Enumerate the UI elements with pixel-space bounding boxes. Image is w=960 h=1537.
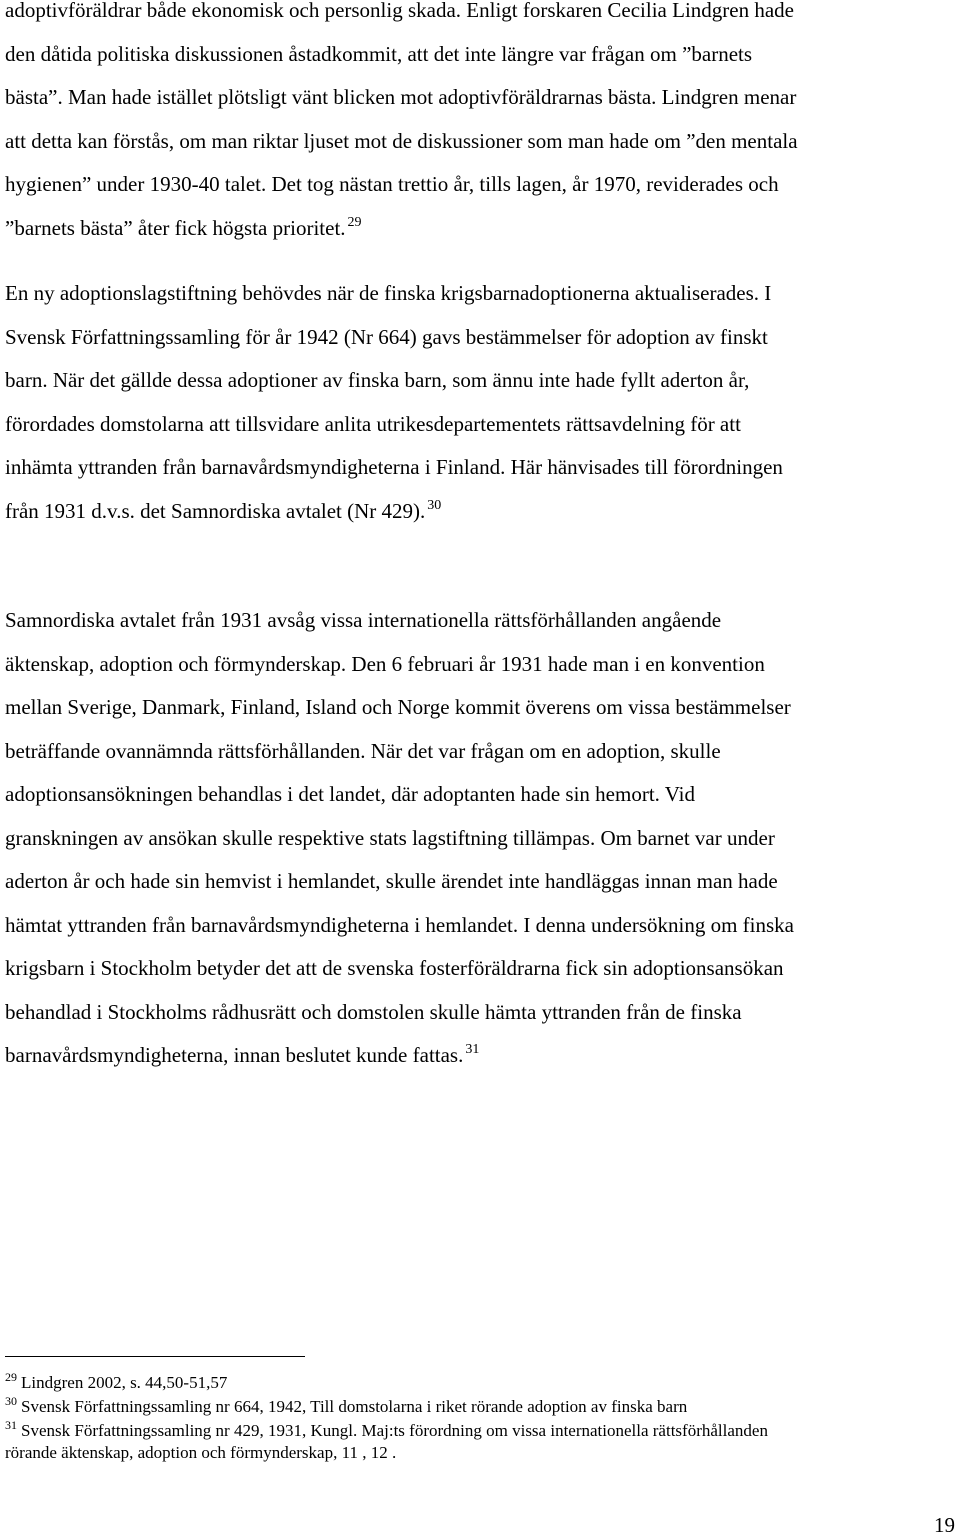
- footnote-number: 29: [5, 1370, 17, 1384]
- text-line: aderton år och hade sin hemvist i hemlandet, skulle ärendet inte handläggas innan man hade: [5, 869, 778, 893]
- text-line: behandlad i Stockholms rådhusrätt och domstolen skulle hämta yttranden från de finska: [5, 999, 742, 1024]
- footnote-line: [5, 1420, 955, 1442]
- text-line: Samnordiska avtalet från 1931 avsåg vissa internationella rättsförhållanden angående: [5, 608, 722, 632]
- text-line: förordades domstolarna att tillsvidare anlita utrikesdepartementets rättsavdelning för att: [5, 411, 741, 436]
- text-line: Svensk Författningssamling för år 1942 (Nr 664) gavs bestämmelser för adoption av finskt: [5, 324, 768, 349]
- footnote-29: [5, 1372, 955, 1394]
- text-line: hämtat yttranden från barnavårdsmyndigheterna i hemlandet. I denna undersökning om finska: [5, 912, 794, 937]
- body-paragraph-2: [5, 272, 955, 533]
- text-line: [5, 1034, 955, 1078]
- text-line: En ny adoptionslagstiftning behövdes när de finska krigsbarnadoptionerna aktualiserades. I: [5, 281, 772, 305]
- footnote-text: Lindgren 2002, s. 44,50-51,57: [21, 1373, 228, 1392]
- text-fragment: ”barnets bästa” åter fick högsta prioritet.: [5, 215, 346, 240]
- footnote-number: 30: [5, 1394, 17, 1408]
- text-line: den dåtida politiska diskussionen åstadkommit, att det inte längre var frågan om ”barnets: [5, 41, 753, 66]
- text-line: inhämta yttranden från barnavårdsmyndigheterna i Finland. Här hänvisades till förordningen: [5, 455, 783, 479]
- text-fragment: barnavårdsmyndigheterna, innan beslutet kunde fattas.: [5, 1043, 464, 1067]
- text-line: adoptivföräldrar både ekonomisk och personlig skada. Enligt forskaren Cecilia Lindgren hade: [5, 0, 794, 22]
- footnote-text: Svensk Författningssamling nr 664, 1942, Till domstolarna i riket rörande adoption av finska barn: [21, 1397, 688, 1416]
- footnote-text: Svensk Författningssamling nr 429, 1931, Kungl. Maj:ts förordning om vissa internationella rättsförhållanden: [21, 1421, 768, 1440]
- text-line: adoptionsansökningen behandlas i det landet, där adoptanten hade sin hemort. Vid: [5, 782, 696, 806]
- text-line: beträffande ovannämnda rättsförhållanden. När det var frågan om en adoption, skulle: [5, 738, 721, 763]
- text-line: [5, 490, 955, 534]
- text-line: att detta kan förstås, om man riktar ljuset mot de diskussioner som man hade om ”den mentala: [5, 128, 798, 153]
- text-line: granskningen av ansökan skulle respektive stats lagstiftning tillämpas. Om barnet var under: [5, 825, 775, 850]
- text-line: mellan Sverige, Danmark, Finland, Island och Norge kommit överens om vissa bestämmelser: [5, 695, 791, 719]
- footnote-line: rörande äktenskap, adoption och förmynderskap, 11 , 12 .: [5, 1443, 397, 1462]
- footnote-ref-31: 31: [465, 1042, 480, 1057]
- body-paragraph-1: [5, 0, 955, 250]
- footnote-31: [5, 1420, 955, 1464]
- body-paragraph-3: [5, 599, 955, 1078]
- footnote-ref-30: 30: [427, 497, 442, 513]
- text-line: bästa”. Man hade istället plötsligt vänt blicken mot adoptivföräldrarnas bästa. Lindgren menar: [5, 85, 797, 109]
- text-fragment: från 1931 d.v.s. det Samnordiska avtalet (Nr 429).: [5, 498, 426, 523]
- footnote-30: [5, 1396, 955, 1418]
- footnote-ref-29: 29: [347, 214, 362, 230]
- footnote-separator: [5, 1356, 305, 1357]
- page-number: 19: [934, 1513, 955, 1537]
- text-line: [5, 207, 955, 251]
- text-line: hygienen” under 1930-40 talet. Det tog nästan trettio år, tills lagen, år 1970, reviderades och: [5, 172, 779, 196]
- text-line: äktenskap, adoption och förmynderskap. Den 6 februari år 1931 hade man i en konvention: [5, 651, 765, 676]
- footnote-number: 31: [5, 1418, 17, 1432]
- text-line: krigsbarn i Stockholm betyder det att de svenska fosterföräldrarna fick sin adoptionsansökan: [5, 956, 784, 980]
- text-line: barn. När det gällde dessa adoptioner av finska barn, som ännu inte hade fyllt aderton år,: [5, 368, 750, 392]
